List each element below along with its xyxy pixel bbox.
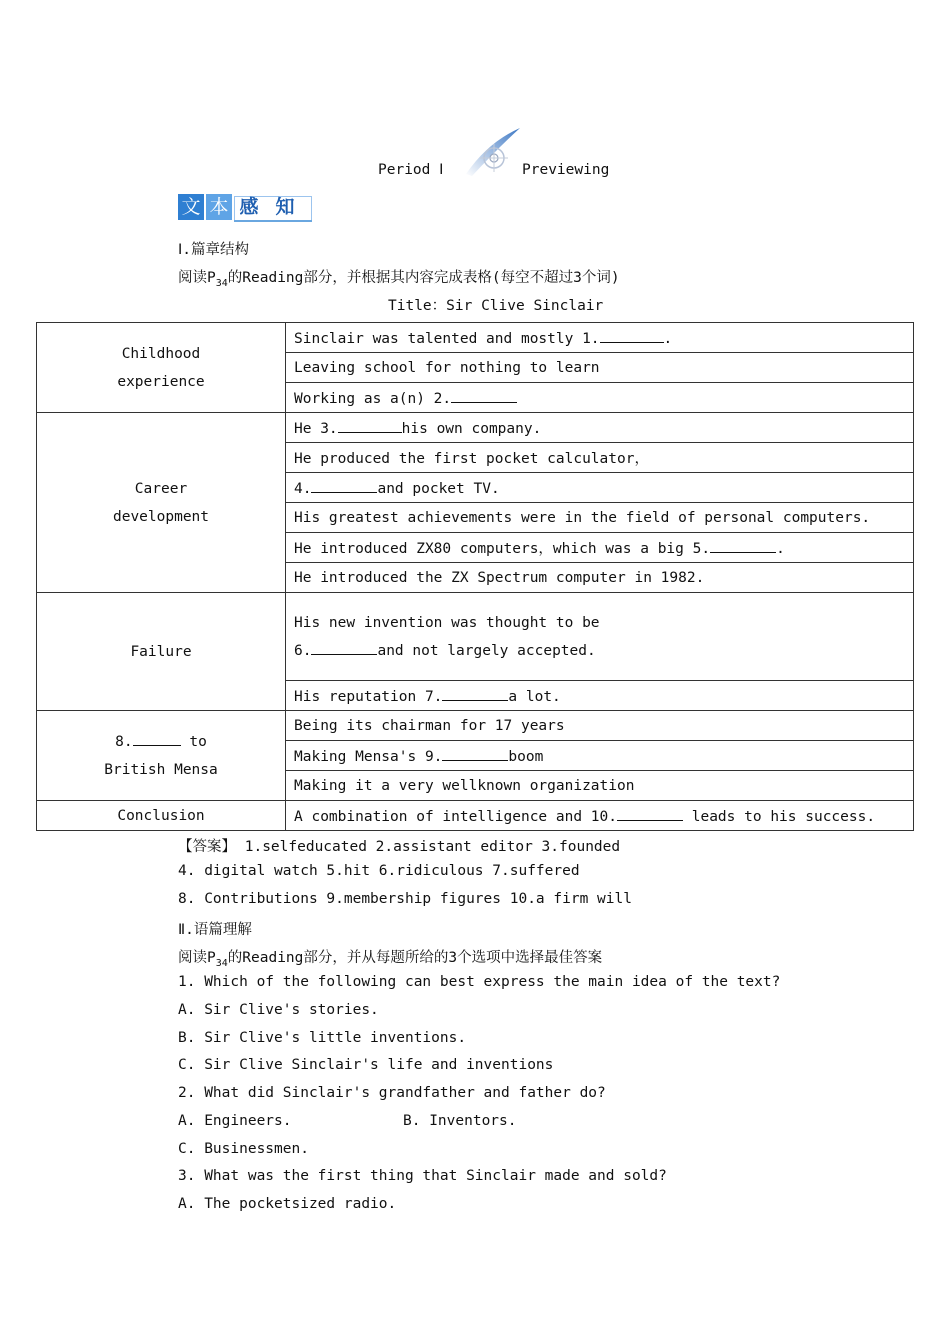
text-perception-badge bbox=[178, 192, 312, 224]
table-cell: Leaving school for nothing to learn bbox=[286, 353, 914, 383]
question-3: 3. What was the first thing that Sinclair made and sold? bbox=[178, 1168, 667, 1184]
table-cell: He 3. his own company. bbox=[286, 413, 914, 443]
table-title: Title：Sir Clive Sinclair bbox=[388, 298, 604, 314]
table-cell: Making Mensa's 9. boom bbox=[286, 741, 914, 771]
period-title: Period Ⅰ bbox=[378, 162, 444, 178]
option-2a[interactable]: A. Engineers. bbox=[178, 1113, 292, 1129]
table-row bbox=[37, 323, 914, 353]
question-1: 1. Which of the following can best express the main idea of the text? bbox=[178, 974, 781, 990]
blank-10[interactable] bbox=[617, 806, 683, 821]
table-cell: Working as a(n) 2. bbox=[286, 383, 914, 413]
compass-logo-icon bbox=[458, 124, 528, 182]
structure-table bbox=[36, 322, 914, 831]
blank-7[interactable] bbox=[442, 686, 508, 701]
blank-3[interactable] bbox=[338, 418, 402, 433]
answers-line-1: 【答案】 1.selfeducated 2.assistant editor 3.founded bbox=[178, 839, 621, 855]
part1-instruction bbox=[178, 266, 620, 289]
table-cell: His greatest achievements were in the field of personal computers. bbox=[286, 503, 914, 533]
table-cell: 4. and pocket TV. bbox=[286, 473, 914, 503]
row-label-career: Career development bbox=[37, 413, 286, 593]
table-cell: Making it a very wellknown organization bbox=[286, 771, 914, 801]
blank-1[interactable] bbox=[600, 328, 664, 343]
part1-heading: Ⅰ.篇章结构 bbox=[178, 242, 250, 258]
section-subtitle: Previewing bbox=[522, 162, 610, 178]
badge-char-4: 知 bbox=[275, 196, 295, 218]
table-row bbox=[37, 801, 914, 831]
table-cell: Being its chairman for 17 years bbox=[286, 711, 914, 741]
table-cell: His new invention was thought to be 6. and not largely accepted. bbox=[286, 593, 914, 681]
row-label-failure: Failure bbox=[37, 593, 286, 711]
badge-char-3: 感 bbox=[239, 196, 259, 218]
table-row bbox=[37, 711, 914, 741]
blank-4[interactable] bbox=[311, 478, 377, 493]
table-cell: A combination of intelligence and 10. leads to his success. bbox=[286, 801, 914, 831]
blank-8[interactable] bbox=[133, 731, 181, 746]
blank-5[interactable] bbox=[710, 538, 776, 553]
option-2c[interactable]: C. Businessmen. bbox=[178, 1141, 309, 1157]
part2-instruction: 阅读$P_{34}$的Reading部分，并从每题所给的3个选项中选择最佳答案 bbox=[178, 950, 603, 969]
part2-heading: Ⅱ.语篇理解 bbox=[178, 922, 252, 938]
instruction-post: 的Reading部分，并根据其内容完成表格(每空不超过3个词) bbox=[227, 270, 620, 286]
table-row bbox=[37, 593, 914, 681]
badge-char-1: 文 bbox=[178, 194, 204, 220]
row-label-childhood: Childhood experience bbox=[37, 323, 286, 413]
option-2b[interactable]: B. Inventors. bbox=[403, 1113, 517, 1129]
table-cell: He introduced the ZX Spectrum computer in 1982. bbox=[286, 563, 914, 593]
option-3a[interactable]: A. The pocketsized radio. bbox=[178, 1196, 397, 1212]
option-1a[interactable]: A. Sir Clive's stories. bbox=[178, 1002, 379, 1018]
option-1b[interactable]: B. Sir Clive's little inventions. bbox=[178, 1030, 467, 1046]
badge-char-2: 本 bbox=[206, 194, 232, 220]
table-cell: His reputation 7. a lot. bbox=[286, 681, 914, 711]
answers-line-3: 8. Contributions 9.membership figures 10.a firm will bbox=[178, 891, 632, 907]
row-label-conclusion: Conclusion bbox=[37, 801, 286, 831]
blank-2[interactable] bbox=[451, 388, 517, 403]
option-1c[interactable]: C. Sir Clive Sinclair's life and inventions bbox=[178, 1057, 554, 1073]
table-cell: He introduced ZX80 computers，which was a big 5. . bbox=[286, 533, 914, 563]
table-row bbox=[37, 413, 914, 443]
answers-line-2: 4. digital watch 5.hit 6.ridiculous 7.suffered bbox=[178, 863, 580, 879]
table-cell: He produced the first pocket calculator， bbox=[286, 443, 914, 473]
question-2: 2. What did Sinclair's grandfather and father do? bbox=[178, 1085, 606, 1101]
badge-underline bbox=[234, 220, 312, 222]
blank-6[interactable] bbox=[311, 640, 377, 655]
instruction-page-sub: 34 bbox=[215, 277, 228, 289]
instruction-pre: 阅读P bbox=[178, 270, 216, 286]
answers-label: 【答案】 bbox=[178, 839, 236, 855]
row-label-mensa: 8. to British Mensa bbox=[37, 711, 286, 801]
table-cell: Sinclair was talented and mostly 1. . bbox=[286, 323, 914, 353]
blank-9[interactable] bbox=[442, 746, 508, 761]
